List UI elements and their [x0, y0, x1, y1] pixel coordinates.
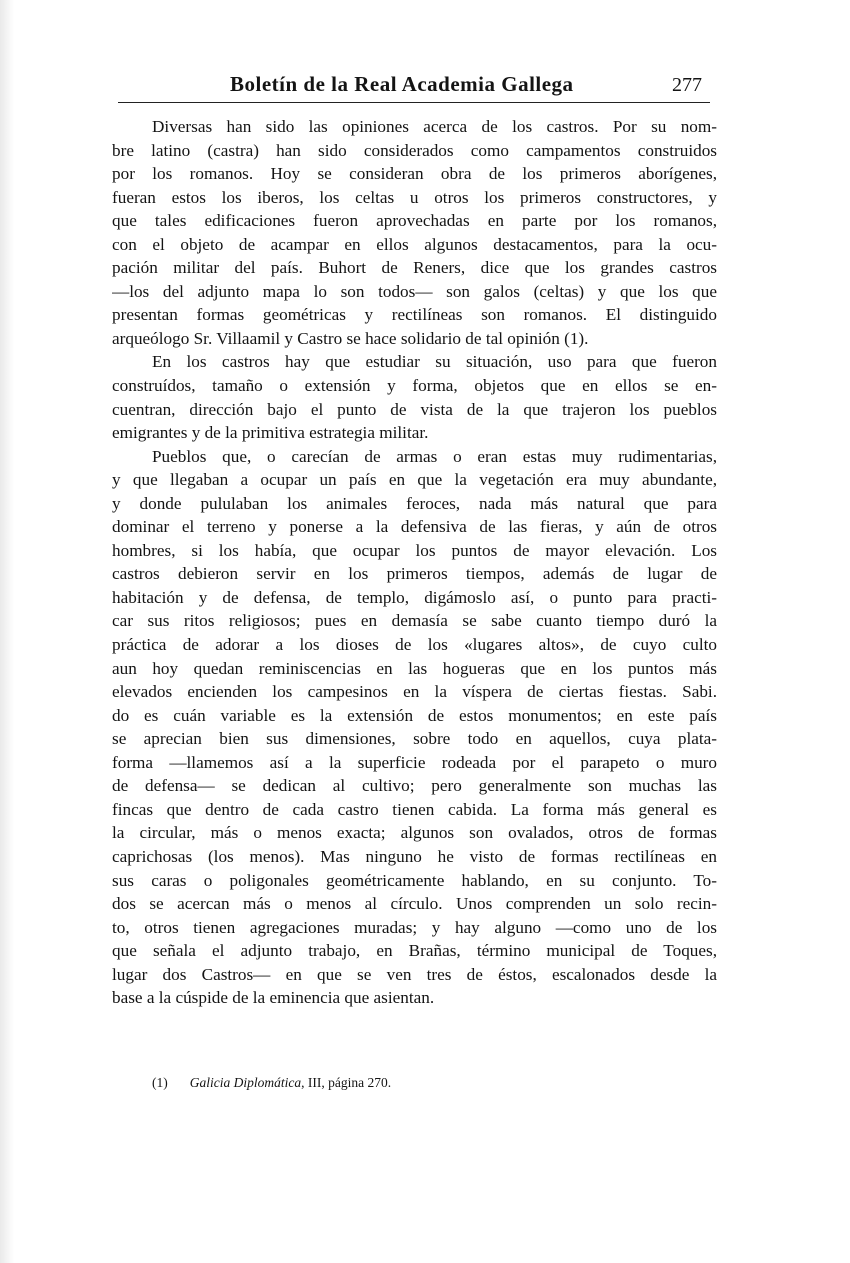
text-line: y donde pululaban los animales feroces, nada más natural que para	[112, 493, 717, 513]
text-line: y que llegaban a ocupar un país en que la vegetación era muy abundante,	[112, 470, 717, 490]
text-line: arqueólogo Sr. Villaamil y Castro se hace solidario de tal opinión (1).	[112, 328, 589, 348]
text-line: do es cuán variable es la extensión de estos monumentos; en este país	[112, 705, 717, 725]
body-text	[112, 115, 717, 1010]
text-line: fueran estos los iberos, los celtas u otros los primeros constructores, y	[112, 187, 717, 207]
running-head	[110, 72, 710, 100]
text-line: fincas que dentro de cada castro tienen cabida. La forma más general es	[112, 799, 717, 819]
text-line: dos se acercan más o menos al círculo. Unos comprenden un solo recin-	[112, 894, 717, 914]
text-line: aun hoy quedan reminiscencias en las hogueras que en los puntos más	[112, 658, 717, 678]
text-line: Pueblos que, o carecían de armas o eran estas muy rudimentarias,	[152, 446, 717, 466]
text-line: con el objeto de acampar en ellos algunos destacamentos, para la ocu-	[112, 234, 717, 254]
text-line: dominar el terreno y ponerse a la defensiva de las fieras, y aún de otros	[112, 517, 717, 537]
text-line: habitación y de defensa, de templo, digámoslo así, o punto para practi-	[112, 587, 717, 607]
text-line: Diversas han sido las opiniones acerca de los castros. Por su nom-	[152, 117, 717, 136]
text-line: to, otros tienen agregaciones muradas; y hay alguno —como uno de los	[112, 917, 717, 937]
text-line: que señala el adjunto trabajo, en Brañas, término municipal de Toques,	[112, 941, 717, 961]
text-line: construídos, tamaño o extensión y forma, objetos que en ellos se en-	[112, 376, 717, 396]
text-line: la circular, más o menos exacta; algunos son ovalados, otros de formas	[112, 823, 717, 843]
text-line: base a la cúspide de la eminencia que asientan.	[112, 988, 435, 1008]
footnote	[152, 1075, 391, 1091]
text-line: caprichosas (los menos). Mas ninguno he visto de formas rectilíneas en	[112, 846, 717, 866]
text-line: car sus ritos religiosos; pues en demasía se sabe cuanto tiempo duró la	[112, 611, 717, 631]
text-line: sus caras o poligonales geométricamente hablando, en su conjunto. To-	[112, 870, 717, 890]
page-number: 277	[672, 74, 702, 96]
text-line: por los romanos. Hoy se consideran obra de los primeros aborígenes,	[112, 164, 717, 184]
footnote-source-detail: , III, página 270.	[301, 1075, 392, 1090]
journal-title: Boletín de la Real Academia Gallega	[230, 72, 574, 96]
text-line: cuentran, dirección bajo el punto de vista de la que trajeron los pueblos	[112, 399, 717, 419]
text-line: hombres, si los había, que ocupar los puntos de mayor elevación. Los	[112, 540, 717, 560]
text-line: emigrantes y de la primitiva estrategia militar.	[112, 423, 429, 443]
footnote-mark: (1)	[152, 1075, 168, 1090]
footnote-source-title: Galicia Diplomática	[189, 1075, 302, 1090]
text-line: práctica de adorar a los dioses de los «lugares altos», de cuyo culto	[112, 635, 717, 655]
text-line: se aprecian bien sus dimensiones, sobre todo en aquellos, cuya plata-	[112, 729, 717, 749]
text-line: castros debieron servir en los primeros tiempos, además de lugar de	[112, 564, 717, 584]
text-line: de defensa— se dedican al cultivo; pero generalmente son muchas las	[112, 776, 717, 796]
text-line: pación militar del país. Buhort de Reners, dice que los grandes castros	[112, 258, 717, 278]
page-edge-shadow	[0, 0, 14, 1263]
text-line: bre latino (castra) han sido considerados como campamentos construidos	[112, 140, 717, 160]
header-rule	[118, 102, 710, 103]
text-line: elevados encienden los campesinos en la víspera de ciertas fiestas. Sabi.	[112, 682, 717, 702]
text-line: —los del adjunto mapa lo son todos— son galos (celtas) y que los que	[112, 281, 717, 301]
text-line: En los castros hay que estudiar su situación, uso para que fueron	[152, 352, 717, 372]
text-line: forma —llamemos así a la superficie rodeada por el parapeto o muro	[112, 752, 717, 772]
text-line: presentan formas geométricas y rectilíneas son romanos. El distinguido	[112, 305, 717, 325]
text-line: lugar dos Castros— en que se ven tres de éstos, escalonados desde la	[112, 964, 717, 984]
text-line: que tales edificaciones fueron aprovechadas en parte por los romanos,	[112, 211, 717, 231]
